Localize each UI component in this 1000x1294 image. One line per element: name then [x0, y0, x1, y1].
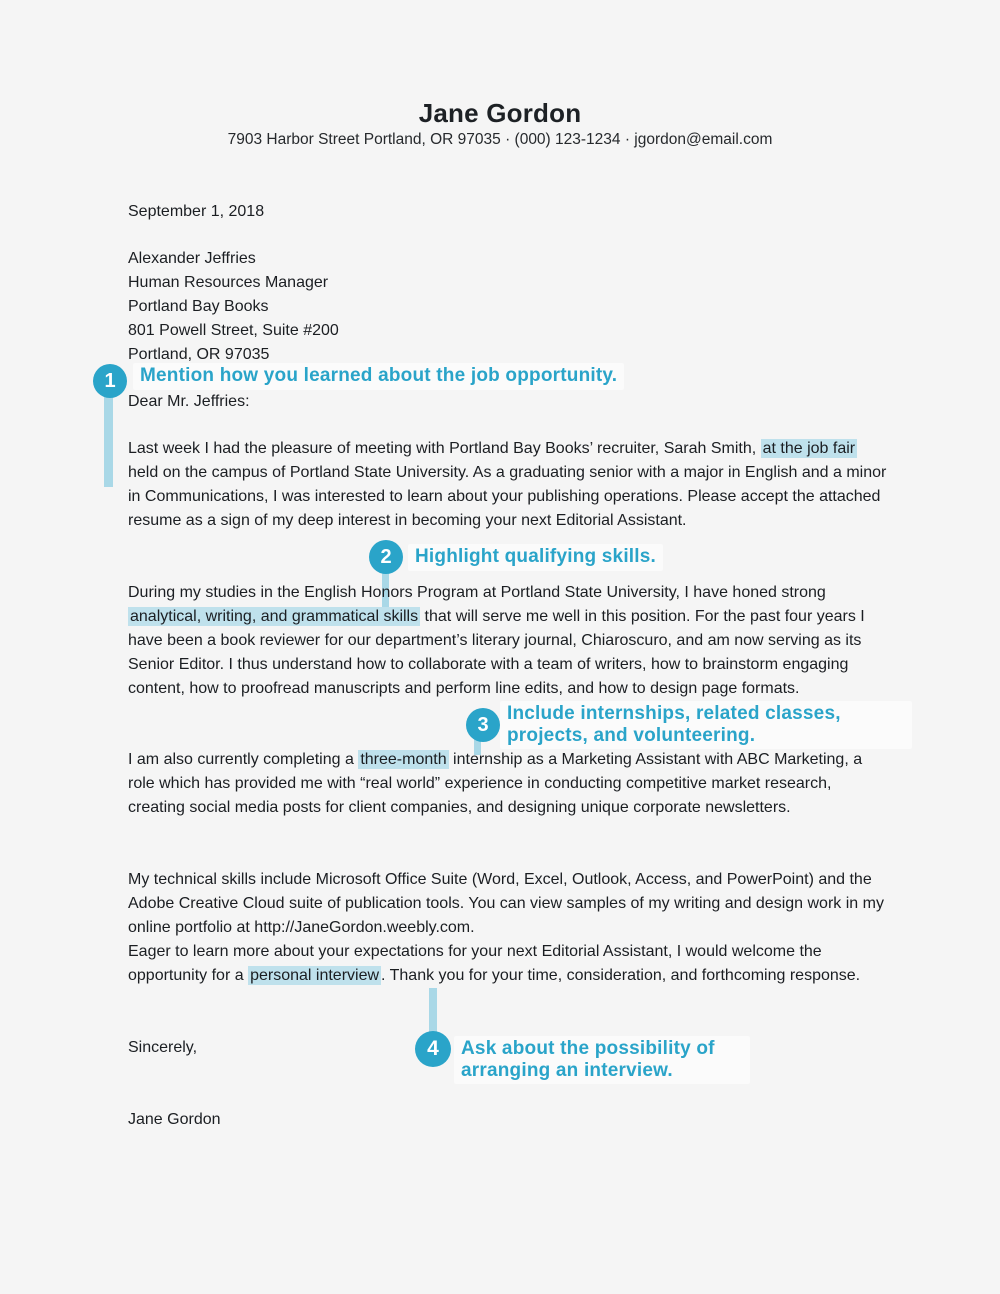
- paragraph-2-text: During my studies in the English Honors Program at Portland State University, I have honed strong: [128, 584, 826, 601]
- callout-3-label: Include internships, related classes, projects, and volunteering.: [500, 701, 912, 749]
- paragraph-4-text-cont: . Thank you for your time, consideration, and forthcoming response.: [381, 967, 861, 984]
- paragraph-1: [128, 437, 890, 533]
- signature-name: Jane Gordon: [128, 1111, 221, 1128]
- recipient-street: 801 Powell Street, Suite #200: [128, 322, 339, 339]
- recipient-name: Alexander Jeffries: [128, 250, 256, 267]
- highlight-three-month: three-month: [360, 751, 447, 768]
- paragraph-3-text-cont: internship as a Marketing Assistant with ABC Marketing, a role which has provided me with “real world” experience in conducting competitive market research, creating social media posts for client companies, and designing unique corporate newsletters.: [128, 751, 863, 816]
- callout-2-label: Highlight qualifying skills.: [408, 544, 663, 571]
- paragraph-2-text-cont: that will serve me well in this position. For the past four years I have been a book reviewer for our department’s literary journal, Chiaroscuro, and am now serving as its Senior Editor. I thus understand how to collaborate with a team of writers, how to brainstorm engaging content, how to proofread manuscripts and perform line edits, and how to design page formats.: [128, 608, 865, 697]
- paragraph-4: [128, 868, 890, 988]
- highlight-personal-interview: personal interview: [250, 967, 380, 984]
- highlight-job-fair: at the job fair: [762, 440, 856, 457]
- callout-2-number-badge: 2: [369, 540, 403, 574]
- callout-1-connector-line: [104, 396, 113, 487]
- paragraph-3: [128, 748, 890, 820]
- paragraph-4-part-2: [128, 940, 890, 988]
- paragraph-4-part-1: My technical skills include Microsoft Office Suite (Word, Excel, Outlook, Access, and PowerPoint) and the Adobe Creative Cloud suite of publication tools. You can view samples of my writing and design work in my online portfolio at http://JaneGordon.weebly.com.: [128, 871, 884, 936]
- sender-name: Jane Gordon: [418, 98, 582, 128]
- recipient-city: Portland, OR 97035: [128, 346, 270, 363]
- recipient-address-block: [128, 247, 339, 367]
- paragraph-3-text: I am also currently completing a: [128, 751, 359, 768]
- closing: Sincerely,: [128, 1039, 198, 1056]
- callout-4-connector-line: [429, 988, 437, 1034]
- callout-4-number-badge: 4: [415, 1031, 451, 1067]
- callout-3-number-badge: 3: [466, 708, 500, 742]
- paragraph-1-text-cont: held on the campus of Portland State University. As a graduating senior with a major in English and a minor in Communications, I was interested to learn about your publishing operations. Please accept the attached resume as a sign of my deep interest in becoming your next Editorial Assistant.: [128, 464, 887, 529]
- highlight-skills: analytical, writing, and grammatical skills: [130, 608, 419, 625]
- paragraph-1-text: Last week I had the pleasure of meeting with Portland Bay Books’ recruiter, Sarah Smith,: [128, 440, 761, 457]
- recipient-title: Human Resources Manager: [128, 274, 329, 291]
- letter-date: September 1, 2018: [128, 203, 265, 220]
- sender-contact-line: 7903 Harbor Street Portland, OR 97035 · (000) 123-1234 · jgordon@email.com: [227, 131, 773, 148]
- recipient-company: Portland Bay Books: [128, 298, 269, 315]
- callout-1-label: Mention how you learned about the job opportunity.: [133, 363, 624, 390]
- callout-1-number-badge: 1: [93, 364, 127, 398]
- callout-4-label: Ask about the possibility of arranging an interview.: [454, 1036, 750, 1084]
- paragraph-4-text: Eager to learn more about your expectations for your next Editorial Assistant, I would welcome the opportunity for a: [128, 943, 822, 984]
- paragraph-2: [128, 581, 890, 701]
- salutation: Dear Mr. Jeffries:: [128, 393, 250, 410]
